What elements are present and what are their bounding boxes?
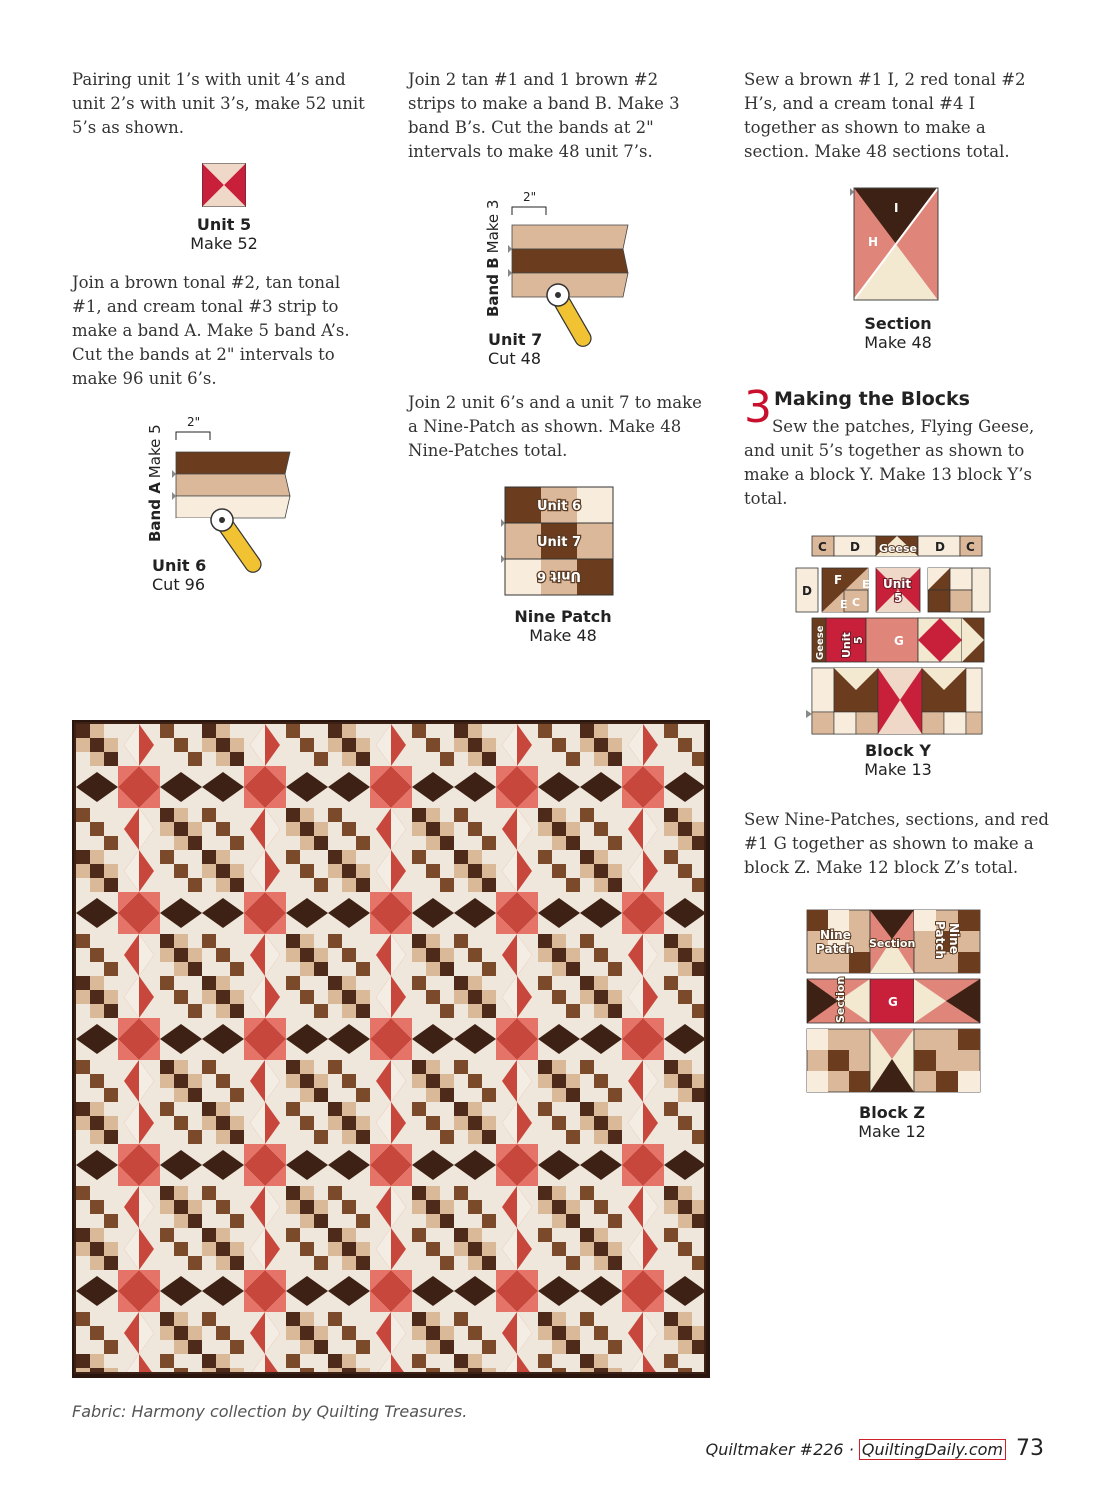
band-b-measure: 2" [523,190,537,204]
section-diagram [850,186,944,302]
np-row3-label: Unit 6 [536,568,582,583]
quilt-photo [72,720,712,1380]
section-caption [848,314,948,352]
band-a-label: Band AMake 5 [146,424,164,542]
block-z-diagram [804,907,984,1097]
unit7-caption [488,330,568,368]
unit6-title: Unit 6 [152,556,207,575]
section-sub: Make 48 [864,333,932,352]
col1-paragraph-1: Pairing unit 1’s with unit 4’s and unit 2’s with unit 3’s, make 52 unit 5’s as shown. [72,70,365,137]
page-number: 73 [1016,1436,1044,1461]
y-label-f: F [834,573,843,587]
col2-paragraph-1: Join 2 tan #1 and 1 brown #2 strips to make a band B. Make 3 band B’s. Cut the bands at 2" intervals to make 48 unit 7’s. [408,70,680,161]
step-heading [744,382,1044,433]
block-z-caption [842,1103,942,1141]
y-label-geese2: Geese [815,625,826,660]
fabric-credit: Fabric: Harmony collection by Quilting Treasures. [72,1402,468,1421]
y-label-geese: Geese [879,542,917,555]
z-label-nine2: Nine [947,923,961,954]
z-label-nine1: Nine [820,928,851,942]
z-label-section1: Section [869,937,916,950]
unit5-sub: Make 52 [190,234,258,253]
y-label-unit1: Unit [883,577,912,591]
band-a-measure: 2" [187,415,201,429]
z-label-patch2: Patch [933,921,947,959]
footer-magazine: Quiltmaker #226 · [705,1440,859,1459]
y-label-c1: C [818,540,827,554]
section-label-h: H [868,235,879,249]
y-label-d1: D [850,540,860,554]
np-row2-label: Unit 7 [536,535,582,550]
y-label-five1: 5 [894,591,903,605]
step-title: Making the Blocks [774,388,970,410]
block-y-sub: Make 13 [864,760,932,779]
y-label-e2: E [840,598,848,611]
unit7-sub: Cut 48 [488,349,542,368]
block-y-diagram [792,532,992,742]
y-label-c2: C [966,540,975,554]
unit7-title: Unit 7 [488,330,543,349]
y-label-d2: D [935,540,945,554]
unit6-caption [152,556,232,594]
block-z-sub: Make 12 [858,1122,926,1141]
col3-paragraph-1: Sew a brown #1 I, 2 red tonal #2 H’s, and a cream tonal #4 I together as shown to make a section. Make 48 sections total. [744,70,1026,161]
y-label-five2: 5 [852,636,865,644]
y-label-e1: E [862,578,870,591]
nine-patch-title: Nine Patch [514,607,612,626]
y-label-d3: D [802,584,812,598]
block-z-title: Block Z [859,1103,925,1122]
y-label-c3: C [852,596,861,609]
footer-link[interactable]: QuiltingDaily.com [859,1439,1006,1460]
nine-patch-diagram [497,485,615,597]
section-label-i: I [894,201,899,215]
nine-patch-sub: Make 48 [529,626,597,645]
block-y-caption [848,741,948,779]
unit6-sub: Cut 96 [152,575,206,594]
col2-paragraph-2: Join 2 unit 6’s and a unit 7 to make a Nine-Patch as shown. Make 48 Nine-Patches total. [408,393,702,460]
block-y-title: Block Y [865,741,931,760]
z-label-g: G [888,995,898,1009]
section-title: Section [864,314,932,333]
band-b-label: Band BMake 3 [484,199,502,317]
col3-paragraph-3: Sew Nine-Patches, sections, and red #1 G together as shown to make a block Z. Make 12 block Z’s total. [744,810,1049,877]
np-row1-label: Unit 6 [536,499,582,514]
unit5-caption [174,215,274,253]
y-label-unit2: Unit [840,632,853,658]
step-number: 3 [744,382,772,433]
unit5-title: Unit 5 [196,215,252,234]
z-label-section2: Section [834,976,847,1023]
col3-paragraph-2-text: Sew the patches, Flying Geese, and unit 5’s together as shown to make a block Y. Make 13 block Y’s total. [744,417,1035,508]
col1-paragraph-2: Join a brown tonal #2, tan tonal #1, and cream tonal #3 strip to make a band A. Make 5 band A’s. Cut the bands at 2" intervals to make 96 unit 6’s. [72,273,350,388]
page-footer [706,1436,1044,1461]
col3-paragraph-2 [744,415,1044,511]
unit5-diagram [202,163,246,207]
z-label-patch1: Patch [816,942,854,956]
y-label-g: G [894,634,904,648]
nine-patch-caption [498,607,628,645]
